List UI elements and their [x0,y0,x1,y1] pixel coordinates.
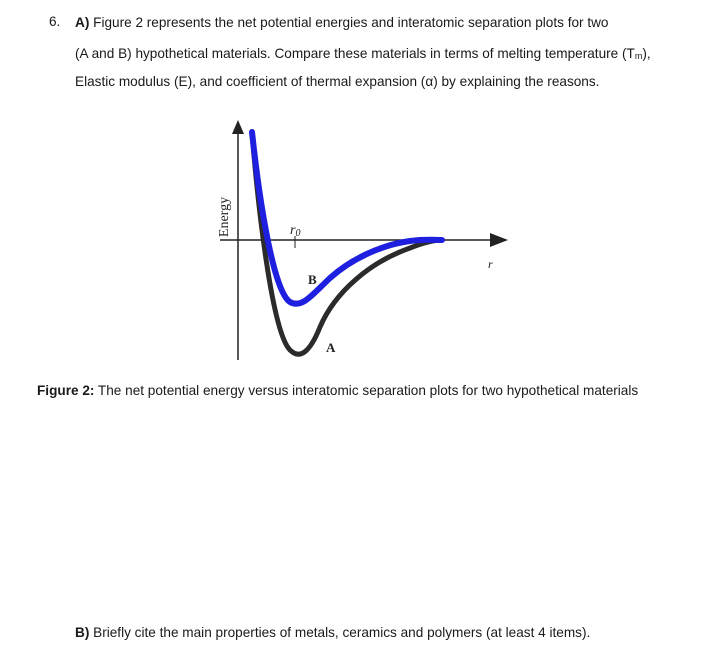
question-text-2: (A and B) hypothetical materials. Compare these materials in terms of melting temperature (T [75,46,635,61]
r0-label-r: r [290,223,296,238]
question-number: 6. [49,14,61,29]
figure-caption [37,383,638,398]
question-text-1: Figure 2 represents the net potential energies and interatomic separation plots for two [89,15,609,30]
potential-energy-figure [210,112,530,367]
potential-energy-plot [210,112,530,367]
part-a-label: A) [75,15,90,30]
part-b-text: Briefly cite the main properties of metals, ceramics and polymers (at least 4 items). [89,625,591,640]
curve-a-label: A [326,340,336,355]
x-axis-arrow [490,233,508,247]
r0-label-sub: 0 [295,228,301,239]
question-text-3: Elastic modulus (E), and coefficient of thermal expansion (α) by explaining the reasons. [75,74,600,89]
curve-b [252,132,442,304]
r0-label [290,223,300,239]
caption-text: The net potential energy versus interatomic separation plots for two hypothetical materials [94,383,639,398]
question-text-2-end: ), [642,46,651,61]
curve-b-label: B [308,272,317,287]
question-part-b [75,625,590,640]
y-axis-label: Energy [217,196,232,238]
part-b-label: B) [75,625,90,640]
question-line-1 [75,14,608,32]
question-line-3 [75,73,599,91]
y-axis-arrow [232,120,244,134]
question-line-2 [75,45,651,65]
tm-subscript: m [634,51,643,61]
caption-label: Figure 2: [37,383,95,398]
x-axis-label: r [488,257,493,271]
